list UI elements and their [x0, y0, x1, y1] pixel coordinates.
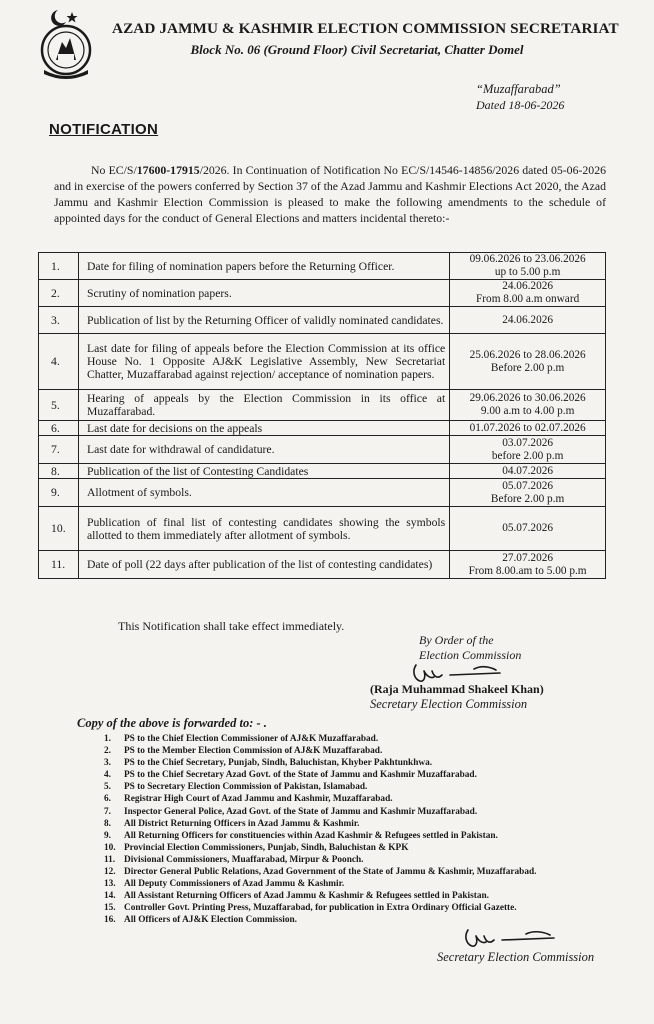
list-item-number: 10.	[104, 842, 116, 853]
list-item	[104, 745, 536, 757]
distribution-list	[104, 733, 536, 927]
schedule-date-cell	[450, 307, 606, 334]
list-item	[104, 854, 536, 866]
list-item	[104, 806, 536, 818]
by-order-commission: Election Commission	[419, 648, 522, 662]
secretary-designation: Secretary Election Commission	[437, 950, 595, 964]
schedule-time: From 8.00 a.m onward	[476, 293, 580, 305]
list-item-number: 4.	[104, 770, 111, 781]
schedule-date: 29.06.2026 to 30.06.2026	[469, 392, 586, 404]
issue-place: “Muzaffarabad”	[476, 82, 561, 96]
list-item	[104, 842, 536, 854]
schedule-date: 27.07.2026	[502, 551, 554, 564]
schedule-description: Last date for withdrawal of candidature.	[78, 436, 449, 464]
list-item-number: 5.	[104, 782, 111, 793]
list-item	[104, 830, 536, 842]
schedule-row	[39, 334, 606, 390]
schedule-date: 04.07.2026	[502, 464, 554, 477]
schedule-date: 03.07.2026	[502, 436, 554, 449]
schedule-row	[39, 551, 606, 579]
commission-title: AZAD JAMMU & KASHMIR ELECTION COMMISSION SECRETARIAT	[112, 20, 619, 37]
list-item	[104, 902, 536, 914]
schedule-number: 8.	[39, 464, 79, 479]
schedule-row	[39, 479, 606, 507]
schedule-time: From 8.00.am to 5.00 p.m	[468, 564, 587, 577]
schedule-date-cell	[450, 280, 606, 307]
list-item	[104, 793, 536, 805]
schedule-number: 4.	[39, 334, 79, 390]
schedule-date-cell	[450, 479, 606, 507]
list-item-text: PS to Secretary Election Commission of Pakistan, Islamabad.	[124, 782, 368, 793]
schedule-date-cell	[450, 390, 606, 421]
list-item-text: Registrar High Court of Azad Jammu and Kashmir, Muzaffarabad.	[124, 794, 393, 805]
notification-intro	[54, 162, 606, 226]
list-item-text: Director General Public Relations, Azad Government of the State of Jammu & Kashmir, Muzaffarabad.	[124, 867, 537, 878]
schedule-date-cell	[450, 464, 606, 479]
list-item	[104, 866, 536, 878]
list-item-number: 1.	[104, 734, 111, 744]
list-item-number: 7.	[104, 806, 111, 817]
schedule-row	[39, 436, 606, 464]
schedule-time: before 2.00 p.m	[491, 449, 564, 462]
schedule-description: Publication of final list of contesting candidates showing the symbols allotted to them immediately after allotment of symbols.	[78, 507, 449, 551]
list-item-text: All Assistant Returning Officers of Azad Jammu & Kashmir & Refugees settled in Pakistan.	[124, 891, 489, 902]
schedule-date: 09.06.2026 to 23.06.2026	[469, 253, 586, 265]
schedule-description: Scrutiny of nomination papers.	[78, 280, 449, 307]
schedule-date: 01.07.2026 to 02.07.2026	[469, 421, 586, 434]
schedule-number: 2.	[39, 280, 79, 307]
list-item-text: All District Returning Officers in Azad Jammu & Kashmir.	[124, 818, 360, 829]
list-item-number: 9.	[104, 830, 111, 841]
schedule-row	[39, 280, 606, 307]
schedule-date-cell	[450, 334, 606, 390]
list-item	[104, 878, 536, 890]
schedule-time: 9.00 a.m to 4.00 p.m	[480, 405, 575, 417]
schedule-description: Allotment of symbols.	[78, 479, 449, 507]
schedule-date: 05.07.2026	[502, 479, 554, 492]
list-item	[104, 890, 536, 902]
list-item-number: 14.	[104, 891, 116, 902]
list-item-text: All Deputy Commissioners of Azad Jammu & Kashmir.	[124, 879, 345, 890]
list-item-number: 2.	[104, 746, 111, 757]
schedule-date-cell	[450, 507, 606, 551]
list-item	[104, 757, 536, 769]
schedule-row	[39, 421, 606, 436]
schedule-time: Before 2.00 p.m	[490, 361, 565, 374]
list-item-number: 6.	[104, 794, 111, 805]
list-item-text: PS to the Chief Election Commissioner of AJ&K Muzaffarabad.	[124, 734, 379, 744]
list-item-number: 16.	[104, 915, 116, 926]
schedule-description: Date for filing of nomination papers before the Returning Officer.	[78, 253, 449, 280]
intro-text: /2026. In Continuation of Notification No EC/S/14546-14856/2026 dated 05-06-2026 and in exercise of the powers conferred by Section 37 of the Azad Jammu and Kashmir Elections Act 2020, the Azad Jammu and Kashmir Election Commission is pleased to make the following amendments to the schedule of appointed days for the conduct of General Elections and matters incidental thereto:-	[54, 163, 606, 225]
list-item-text: Provincial Election Commissioners, Punjab, Sindh, Baluchistan & KPK	[124, 842, 409, 853]
election-schedule-table	[38, 252, 606, 579]
issue-date: Dated 18-06-2026	[476, 98, 565, 112]
commission-address: Block No. 06 (Ground Floor) Civil Secretariat, Chatter Domel	[190, 42, 524, 57]
schedule-date-cell	[450, 436, 606, 464]
list-item-number: 15.	[104, 903, 116, 914]
schedule-time: up to 5.00 p.m	[494, 266, 561, 278]
schedule-number: 11.	[39, 551, 79, 579]
list-item-text: PS to the Chief Secretary, Punjab, Sindh, Baluchistan, Khyber Pakhtunkhwa.	[124, 758, 433, 769]
schedule-description: Last date for decisions on the appeals	[78, 421, 449, 436]
list-item-number: 8.	[104, 818, 111, 829]
list-item-number: 3.	[104, 758, 111, 769]
schedule-number: 7.	[39, 436, 79, 464]
by-order-block	[419, 633, 521, 663]
list-item	[104, 781, 536, 793]
list-item-text: PS to the Member Election Commission of AJ&K Muzaffarabad.	[124, 746, 383, 757]
list-item-text: Controller Govt. Printing Press, Muzaffarabad, for publication in Extra Ordinary Official Gazette.	[124, 903, 517, 914]
list-item-text: All Officers of AJ&K Election Commission.	[124, 915, 298, 926]
effect-statement: This Notification shall take effect immediately.	[118, 619, 345, 633]
list-item-number: 13.	[104, 879, 116, 890]
schedule-date: 24.06.2026	[502, 313, 554, 326]
schedule-description: Hearing of appeals by the Election Commission in its office at Muzaffarabad.	[78, 390, 449, 421]
schedule-date-cell	[450, 421, 606, 436]
schedule-number: 6.	[39, 421, 79, 436]
schedule-row	[39, 253, 606, 280]
schedule-number: 5.	[39, 390, 79, 421]
schedule-row	[39, 390, 606, 421]
schedule-time: Before 2.00 p.m	[490, 492, 565, 505]
list-item-text: Inspector General Police, Azad Govt. of the State of Jammu and Kashmir Muzaffarabad.	[124, 806, 478, 817]
signature-icon	[456, 925, 566, 951]
schedule-number: 10.	[39, 507, 79, 551]
schedule-row	[39, 464, 606, 479]
signatory-designation: Secretary Election Commission	[370, 697, 528, 711]
list-item-text: Divisional Commissioners, Muaffarabad, Mirpur & Poonch.	[124, 854, 364, 865]
schedule-date: 24.06.2026	[502, 280, 554, 292]
schedule-number: 1.	[39, 253, 79, 280]
intro-prefix: No EC/S/	[91, 163, 137, 177]
by-order-line: By Order of the	[419, 633, 494, 647]
schedule-date-cell	[450, 551, 606, 579]
schedule-description: Date of poll (22 days after publication of the list of contesting candidates)	[78, 551, 449, 579]
list-item	[104, 733, 536, 745]
schedule-description: Publication of the list of Contesting Candidates	[78, 464, 449, 479]
list-item	[104, 818, 536, 830]
list-item-number: 12.	[104, 867, 116, 878]
schedule-date: 25.06.2026 to 28.06.2026	[469, 348, 586, 361]
signatory-name: (Raja Muhammad Shakeel Khan)	[370, 682, 544, 696]
schedule-number: 3.	[39, 307, 79, 334]
copy-forwarded-heading: Copy of the above is forwarded to: - .	[77, 716, 267, 730]
list-item-number: 11.	[104, 854, 116, 865]
schedule-number: 9.	[39, 479, 79, 507]
notification-number: 17600-17915	[136, 163, 200, 177]
schedule-description: Publication of list by the Returning Officer of validly nominated candidates.	[78, 307, 449, 334]
schedule-description: Last date for filing of appeals before the Election Commission at its office House No. 1 Opposite AJ&K Legislative Assembly, New Secretariat Chatter, Muzaffarabad against rejection/ acceptance of nomination papers.	[78, 334, 449, 390]
schedule-date-cell	[450, 253, 606, 280]
schedule-row	[39, 507, 606, 551]
schedule-date: 05.07.2026	[502, 522, 554, 534]
list-item-text: PS to the Chief Secretary Azad Govt. of the State of Jammu and Kashmir Muzaffarabad.	[124, 770, 477, 781]
list-item-text: All Returning Officers for constituencies within Azad Kashmir & Refugees settled in Pakistan.	[124, 830, 498, 841]
schedule-row	[39, 307, 606, 334]
list-item	[104, 769, 536, 781]
notification-heading: NOTIFICATION	[49, 121, 159, 138]
